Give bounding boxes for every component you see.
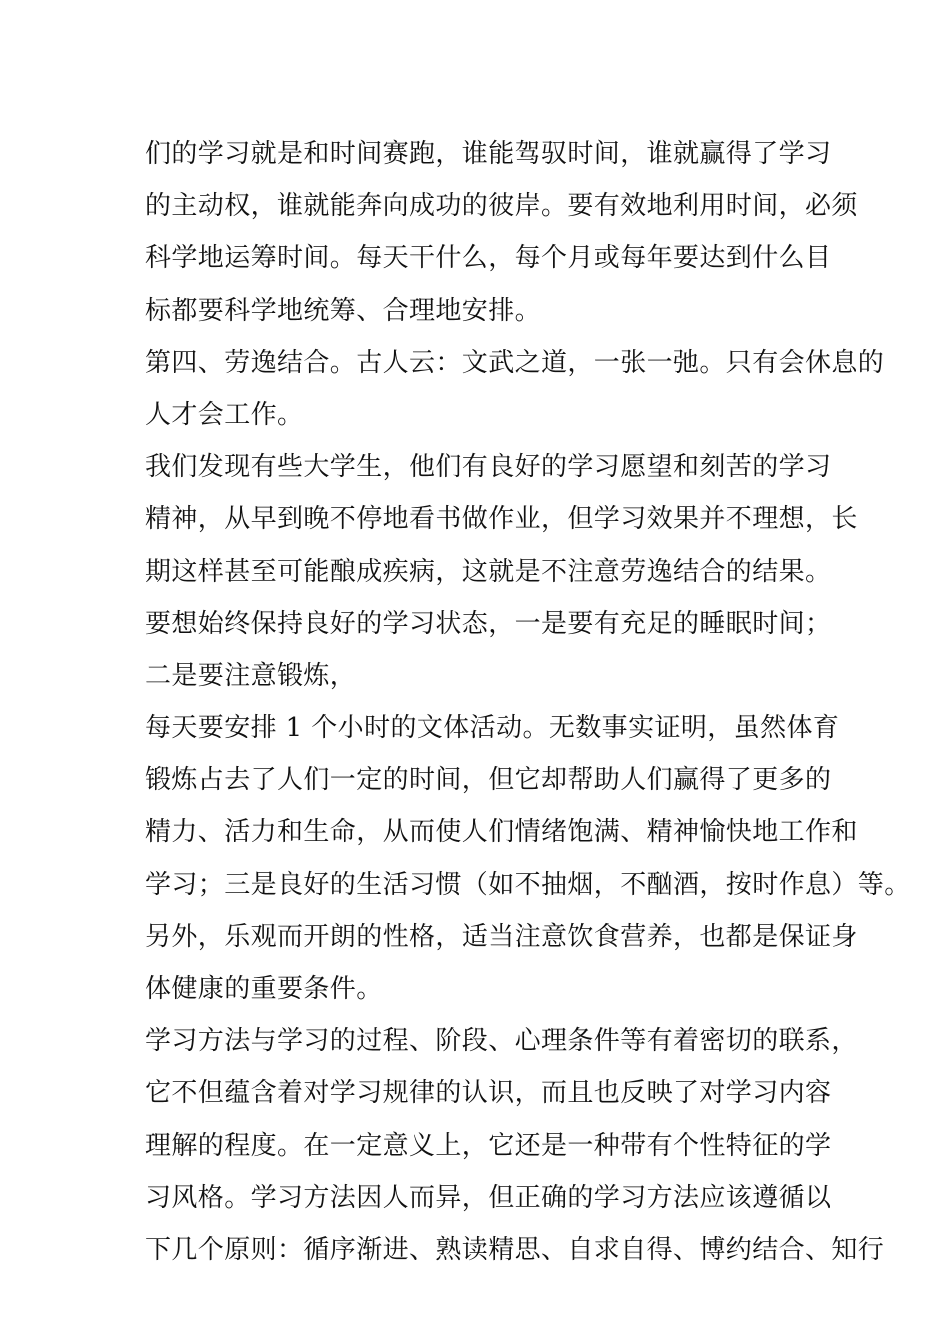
text-line: 精力、活力和生命，从而使人们情绪饱满、精神愉快地工作和 — [145, 817, 858, 848]
text-line: 的主动权，谁就能奔向成功的彼岸。要有效地利用时间，必须 — [145, 191, 858, 222]
text-line: 它不但蕴含着对学习规律的认识，而且也反映了对学习内容 — [145, 1078, 832, 1109]
text-line: 第四、劳逸结合。古人云：文武之道，一张一弛。只有会休息的 — [145, 347, 885, 378]
text-line: 我们发现有些大学生，他们有良好的学习愿望和刻苦的学习 — [145, 452, 832, 483]
text-line: 体健康的重要条件。 — [145, 974, 383, 1004]
text-line: 人才会工作。 — [145, 399, 304, 430]
text-line: 二是要注意锻炼， — [145, 660, 357, 691]
text-line: 学习；三是良好的生活习惯（如不抽烟，不酗酒，按时作息）等。 — [145, 869, 911, 900]
text-line: 下几个原则：循序渐进、熟读精思、自求自得、博约结合、知行 — [145, 1234, 885, 1265]
text-line: 科学地运筹时间。每天干什么，每个月或每年要达到什么目 — [145, 243, 832, 274]
text-line: 精神，从早到晚不停地看书做作业，但学习效果并不理想，长 — [145, 504, 858, 535]
text-line: 标都要科学地统筹、合理地安排。 — [145, 295, 542, 326]
text-line: 理解的程度。在一定意义上，它还是一种带有个性特征的学 — [145, 1130, 832, 1161]
text-line: 期这样甚至可能酿成疾病，这就是不注意劳逸结合的结果。 — [145, 556, 832, 587]
text-line: 每天要安排 1 个小时的文体活动。无数事实证明，虽然体育 — [145, 713, 840, 744]
text-line: 要想始终保持良好的学习状态，一是要有充足的睡眠时间； — [145, 608, 832, 639]
text-line: 锻炼占去了人们一定的时间，但它却帮助人们赢得了更多的 — [145, 765, 832, 796]
text-line: 们的学习就是和时间赛跑，谁能驾驭时间，谁就赢得了学习 — [145, 139, 832, 169]
text-line: 学习方法与学习的过程、阶段、心理条件等有着密切的联系， — [145, 1026, 858, 1057]
text-line: 习风格。学习方法因人而异，但正确的学习方法应该遵循以 — [145, 1182, 832, 1213]
body-text — [145, 128, 911, 1276]
text-line: 另外，乐观而开朗的性格，适当注意饮食营养，也都是保证身 — [145, 921, 858, 952]
